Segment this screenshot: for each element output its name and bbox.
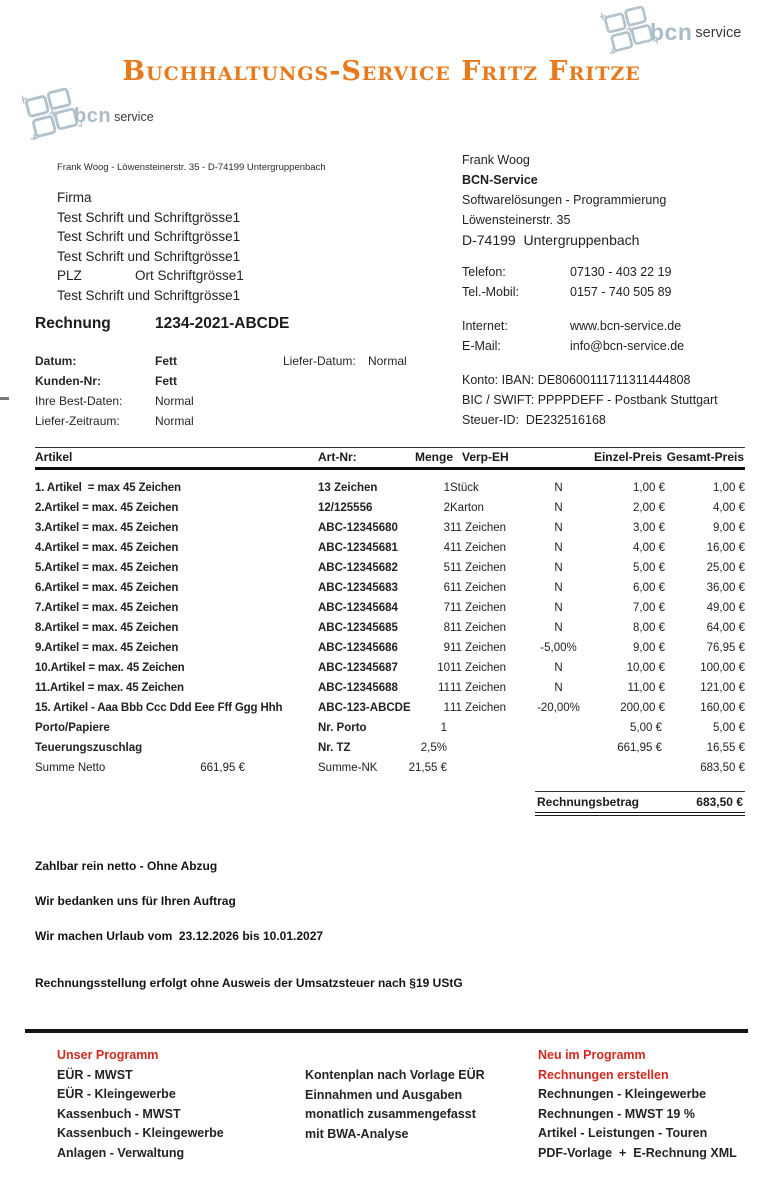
item-row bbox=[35, 638, 745, 658]
recipient-line: Test Schrift und Schriftgrösse1 bbox=[57, 229, 241, 244]
note-vacation: Wir machen Urlaub vom 23.12.2026 bis 10.01.2027 bbox=[35, 929, 324, 943]
porto-total: 5,00 € bbox=[713, 722, 745, 734]
item-total-price: 1,00 € bbox=[713, 482, 745, 494]
item-unit: 11 Zeichen bbox=[450, 662, 507, 674]
grand-total-box bbox=[535, 791, 745, 816]
mobile-label: Tel.-Mobil: bbox=[462, 285, 519, 299]
liefer-datum-label: Liefer-Datum: bbox=[283, 354, 356, 368]
tz-ref: Nr. TZ bbox=[318, 742, 351, 754]
item-total-price: 9,00 € bbox=[713, 522, 745, 534]
item-row bbox=[35, 678, 745, 698]
item-unit: 11 Zeichen bbox=[450, 642, 507, 654]
company-tagline: Softwarelösungen - Programmierung bbox=[462, 193, 667, 207]
col-header-artnr: Art-Nr: bbox=[318, 450, 357, 464]
table-header-rule bbox=[35, 467, 745, 470]
item-unit-price: 1,00 € bbox=[633, 482, 665, 494]
recipient-ort: Ort Schriftgrösse1 bbox=[135, 268, 244, 283]
summe-nk-value: 21,55 € bbox=[408, 762, 447, 774]
item-artnr: ABC-12345684 bbox=[318, 602, 398, 614]
note-thanks: Wir bedanken uns für Ihren Auftrag bbox=[35, 894, 236, 908]
item-name: 8.Artikel = max. 45 Zeichen bbox=[35, 622, 179, 634]
item-unit: 11 Zeichen bbox=[450, 542, 507, 554]
footer-program-item: Kassenbuch - Kleingewerbe bbox=[57, 1126, 224, 1140]
summe-netto-row bbox=[35, 762, 745, 782]
email-label: E-Mail: bbox=[462, 339, 501, 353]
email-value: info@bcn-service.de bbox=[570, 339, 685, 353]
item-name: 3.Artikel = max. 45 Zeichen bbox=[35, 522, 179, 534]
meta-value: Fett bbox=[155, 374, 177, 388]
meta-value: Fett bbox=[155, 354, 177, 368]
item-qty: 1 bbox=[443, 482, 450, 494]
footer-left-column bbox=[57, 1046, 224, 1163]
porto-price: 5,00 € bbox=[630, 722, 662, 734]
company-person: Frank Woog bbox=[462, 153, 530, 167]
bcn-frames-icon bbox=[22, 88, 82, 145]
item-unit: 11 Zeichen bbox=[450, 702, 507, 714]
teuerungszuschlag-row bbox=[35, 742, 745, 762]
item-unit-price: 3,00 € bbox=[633, 522, 665, 534]
invoice-meta bbox=[35, 351, 407, 431]
item-artnr: 13 Zeichen bbox=[318, 482, 378, 494]
item-unit-price: 10,00 € bbox=[626, 662, 665, 674]
col-header-menge: Menge bbox=[414, 450, 453, 464]
taxid-line: Steuer-ID: DE232516168 bbox=[462, 413, 606, 427]
fold-mark bbox=[0, 397, 9, 400]
item-name: 11.Artikel = max. 45 Zeichen bbox=[35, 682, 184, 694]
company-city: D-74199 Untergruppenbach bbox=[462, 232, 640, 248]
logo-bcn-text: bcn bbox=[650, 19, 693, 45]
item-artnr: ABC-12345688 bbox=[318, 682, 398, 694]
item-row bbox=[35, 578, 745, 598]
item-discount: N bbox=[554, 682, 563, 694]
table-top-rule bbox=[35, 447, 745, 448]
col-header-einzelpreis: Einzel-Preis bbox=[593, 450, 662, 464]
porto-name: Porto/Papiere bbox=[35, 722, 110, 734]
mobile-row bbox=[462, 282, 718, 302]
footer-program-item: Kassenbuch - MWST bbox=[57, 1106, 181, 1121]
item-unit: 11 Zeichen bbox=[450, 522, 507, 534]
items-table bbox=[35, 478, 745, 718]
item-discount: N bbox=[554, 502, 563, 514]
mobile-value: 0157 - 740 505 89 bbox=[570, 285, 672, 299]
item-row bbox=[35, 618, 745, 638]
netto-label: Summe Netto bbox=[35, 762, 106, 774]
footer-feature-item: monatlich zusammengefasst bbox=[305, 1107, 476, 1121]
item-total-price: 25,00 € bbox=[706, 562, 745, 574]
item-artnr: ABC-12345681 bbox=[318, 542, 398, 554]
meta-row-datum bbox=[35, 351, 407, 371]
item-name: 7.Artikel = max. 45 Zeichen bbox=[35, 602, 179, 614]
meta-row-kundennr bbox=[35, 371, 407, 391]
footer-feature-item: mit BWA-Analyse bbox=[305, 1126, 409, 1141]
email-row bbox=[462, 336, 718, 356]
item-artnr: ABC-12345686 bbox=[318, 642, 398, 654]
item-artnr: ABC-123-ABCDE bbox=[318, 702, 411, 714]
item-qty: 4 bbox=[443, 542, 450, 554]
logo-service-text: service bbox=[695, 24, 742, 41]
item-unit: 11 Zeichen bbox=[450, 562, 507, 574]
item-name: 4.Artikel = max. 45 Zeichen bbox=[35, 542, 179, 554]
item-total-price: 76,95 € bbox=[706, 642, 745, 654]
footer-right-subtitle: Rechnungen erstellen bbox=[538, 1067, 669, 1082]
tz-price: 661,95 € bbox=[617, 742, 662, 754]
item-qty: 2 bbox=[443, 502, 450, 514]
item-unit: Karton bbox=[450, 502, 484, 514]
logo-service-text: service bbox=[114, 109, 154, 124]
meta-value: Normal bbox=[155, 414, 194, 428]
item-unit: 11 Zeichen bbox=[450, 602, 507, 614]
footer-right-column bbox=[538, 1046, 737, 1163]
note-tax: Rechnungsstellung erfolgt ohne Ausweis der Umsatzsteuer nach §19 UStG bbox=[35, 976, 463, 990]
footer-new-item: Artikel - Leistungen - Touren bbox=[538, 1126, 708, 1140]
item-row bbox=[35, 698, 745, 718]
sender-line: Frank Woog - Löwensteinerstr. 35 - D-74199 Untergruppenbach bbox=[57, 162, 326, 173]
netto-value: 661,95 € bbox=[200, 762, 245, 774]
meta-label: Liefer-Zeitraum: bbox=[35, 414, 120, 428]
item-discount: N bbox=[554, 582, 563, 594]
col-header-verpeh: Verp-EH bbox=[462, 450, 509, 464]
page-title: Buchhaltungs-Service Fritz Fritze bbox=[122, 56, 641, 87]
invoice-number: 1234-2021-ABCDE bbox=[155, 315, 290, 332]
item-qty: 1 bbox=[443, 702, 450, 714]
item-row bbox=[35, 518, 745, 538]
item-row bbox=[35, 478, 745, 498]
company-name: BCN-Service bbox=[462, 173, 538, 187]
iban-line: Konto: IBAN: DE80600111711311444808 bbox=[462, 373, 691, 387]
item-row bbox=[35, 538, 745, 558]
footer-new-item: PDF-Vorlage + E-Rechnung XML bbox=[538, 1145, 737, 1160]
internet-row bbox=[462, 316, 718, 336]
item-name: 9.Artikel = max. 45 Zeichen bbox=[35, 642, 179, 654]
logo-bcn-text: bcn bbox=[74, 105, 112, 127]
item-discount: N bbox=[554, 482, 563, 494]
internet-value: www.bcn-service.de bbox=[570, 319, 682, 333]
summe-nk-label: Summe-NK bbox=[318, 762, 378, 774]
col-header-gesamtpreis: Gesamt-Preis bbox=[666, 450, 744, 464]
item-discount: N bbox=[554, 562, 563, 574]
phone-label: Telefon: bbox=[462, 265, 506, 279]
item-name: 1. Artikel = max 45 Zeichen bbox=[35, 482, 181, 494]
item-discount: N bbox=[554, 542, 563, 554]
item-unit-price: 4,00 € bbox=[633, 542, 665, 554]
porto-ref: Nr. Porto bbox=[318, 722, 367, 734]
porto-qty: 1 bbox=[440, 722, 447, 734]
item-qty: 11 bbox=[438, 682, 450, 694]
item-row bbox=[35, 598, 745, 618]
item-total-price: 121,00 € bbox=[700, 682, 745, 694]
meta-row-bestdaten bbox=[35, 391, 407, 411]
footer-program-item: EÜR - MWST bbox=[57, 1067, 133, 1082]
company-street: Löwensteinerstr. 35 bbox=[462, 213, 571, 227]
item-total-price: 160,00 € bbox=[700, 702, 745, 714]
item-name: 5.Artikel = max. 45 Zeichen bbox=[35, 562, 179, 574]
item-artnr: ABC-12345680 bbox=[318, 522, 398, 534]
item-artnr: ABC-12345687 bbox=[318, 662, 398, 674]
porto-row bbox=[35, 722, 745, 742]
invoice-heading: Rechnung bbox=[35, 315, 111, 332]
footer-feature-item: Einnahmen und Ausgaben bbox=[305, 1087, 463, 1102]
tz-qty: 2,5% bbox=[420, 742, 447, 754]
item-unit-price: 5,00 € bbox=[633, 562, 665, 574]
netto-total: 683,50 € bbox=[700, 762, 745, 774]
footer-program-item: Anlagen - Verwaltung bbox=[57, 1145, 185, 1160]
item-total-price: 64,00 € bbox=[706, 622, 745, 634]
item-total-price: 4,00 € bbox=[713, 502, 745, 514]
company-block bbox=[462, 150, 718, 430]
internet-label: Internet: bbox=[462, 319, 508, 333]
item-unit: 11 Zeichen bbox=[450, 582, 507, 594]
tz-total: 16,55 € bbox=[706, 742, 745, 754]
meta-label: Kunden-Nr: bbox=[35, 374, 101, 388]
item-qty: 7 bbox=[443, 602, 450, 614]
item-artnr: 12/125556 bbox=[318, 502, 373, 514]
item-row bbox=[35, 658, 745, 678]
item-discount: N bbox=[554, 602, 563, 614]
item-discount: N bbox=[554, 662, 563, 674]
item-unit-price: 2,00 € bbox=[633, 502, 665, 514]
item-qty: 6 bbox=[443, 582, 450, 594]
item-discount: -5,00% bbox=[540, 642, 577, 654]
item-discount: N bbox=[554, 522, 563, 534]
recipient-line: Firma bbox=[57, 190, 92, 205]
footer-middle-column bbox=[305, 1066, 485, 1144]
item-name: 10.Artikel = max. 45 Zeichen bbox=[35, 662, 185, 674]
item-total-price: 36,00 € bbox=[706, 582, 745, 594]
phone-value: 07130 - 403 22 19 bbox=[570, 265, 672, 279]
meta-label: Datum: bbox=[35, 354, 77, 368]
recipient-block bbox=[57, 188, 244, 305]
footer-program-item: EÜR - Kleingewerbe bbox=[57, 1087, 176, 1101]
bcn-logo-left bbox=[22, 88, 154, 145]
footer-new-item: Rechnungen - Kleingewerbe bbox=[538, 1087, 707, 1101]
item-name: 6.Artikel = max. 45 Zeichen bbox=[35, 582, 179, 594]
meta-label: Ihre Best-Daten: bbox=[35, 394, 123, 408]
meta-value: Normal bbox=[155, 394, 194, 408]
item-qty: 10 bbox=[437, 662, 450, 674]
item-artnr: ABC-12345685 bbox=[318, 622, 398, 634]
item-unit: Stück bbox=[450, 482, 479, 494]
item-row bbox=[35, 498, 745, 518]
footer-rule bbox=[25, 1029, 748, 1033]
grand-total-value: 683,50 € bbox=[696, 795, 743, 809]
bcn-logo-top bbox=[600, 6, 741, 59]
item-unit: 11 Zeichen bbox=[450, 622, 507, 634]
recipient-line bbox=[57, 266, 244, 286]
item-qty: 9 bbox=[443, 642, 450, 654]
item-unit-price: 8,00 € bbox=[633, 622, 665, 634]
footer-new-item: Rechnungen - MWST 19 % bbox=[538, 1106, 695, 1121]
item-unit-price: 11,00 € bbox=[627, 682, 665, 694]
footer-feature-item: Kontenplan nach Vorlage EÜR bbox=[305, 1068, 485, 1082]
item-total-price: 16,00 € bbox=[706, 542, 745, 554]
item-unit-price: 7,00 € bbox=[633, 602, 665, 614]
item-unit-price: 200,00 € bbox=[620, 702, 665, 714]
liefer-datum-value: Normal bbox=[368, 354, 407, 368]
item-row bbox=[35, 558, 745, 578]
meta-row-lieferzeitraum bbox=[35, 411, 407, 431]
item-unit-price: 9,00 € bbox=[633, 642, 665, 654]
recipient-line: Test Schrift und Schriftgrösse1 bbox=[57, 287, 241, 303]
item-name: 15. Artikel - Aaa Bbb Ccc Ddd Eee Fff Ggg Hhh bbox=[35, 702, 283, 714]
recipient-line: Test Schrift und Schriftgrösse1 bbox=[57, 209, 241, 225]
footer-right-title: Neu im Programm bbox=[538, 1048, 646, 1062]
item-qty: 5 bbox=[443, 562, 450, 574]
item-qty: 3 bbox=[443, 522, 450, 534]
item-discount: N bbox=[554, 622, 563, 634]
item-artnr: ABC-12345682 bbox=[318, 562, 398, 574]
item-unit: 11 Zeichen bbox=[450, 682, 507, 694]
item-qty: 8 bbox=[443, 622, 450, 634]
item-discount: -20,00% bbox=[537, 702, 580, 714]
phone-row bbox=[462, 262, 718, 282]
item-artnr: ABC-12345683 bbox=[318, 582, 398, 594]
grand-total-label: Rechnungsbetrag bbox=[537, 795, 640, 809]
item-total-price: 100,00 € bbox=[700, 662, 745, 674]
item-total-price: 49,00 € bbox=[706, 602, 745, 614]
tz-name: Teuerungszuschlag bbox=[35, 742, 143, 754]
recipient-plz: PLZ bbox=[57, 268, 82, 283]
bic-line: BIC / SWIFT: PPPPDEFF - Postbank Stuttgart bbox=[462, 393, 718, 407]
item-unit-price: 6,00 € bbox=[633, 582, 665, 594]
recipient-line: Test Schrift und Schriftgrösse1 bbox=[57, 248, 241, 264]
footer-left-title: Unser Programm bbox=[57, 1048, 159, 1062]
col-header-artikel: Artikel bbox=[35, 450, 73, 464]
item-name: 2.Artikel = max. 45 Zeichen bbox=[35, 502, 179, 514]
note-payment: Zahlbar rein netto - Ohne Abzug bbox=[35, 859, 218, 873]
